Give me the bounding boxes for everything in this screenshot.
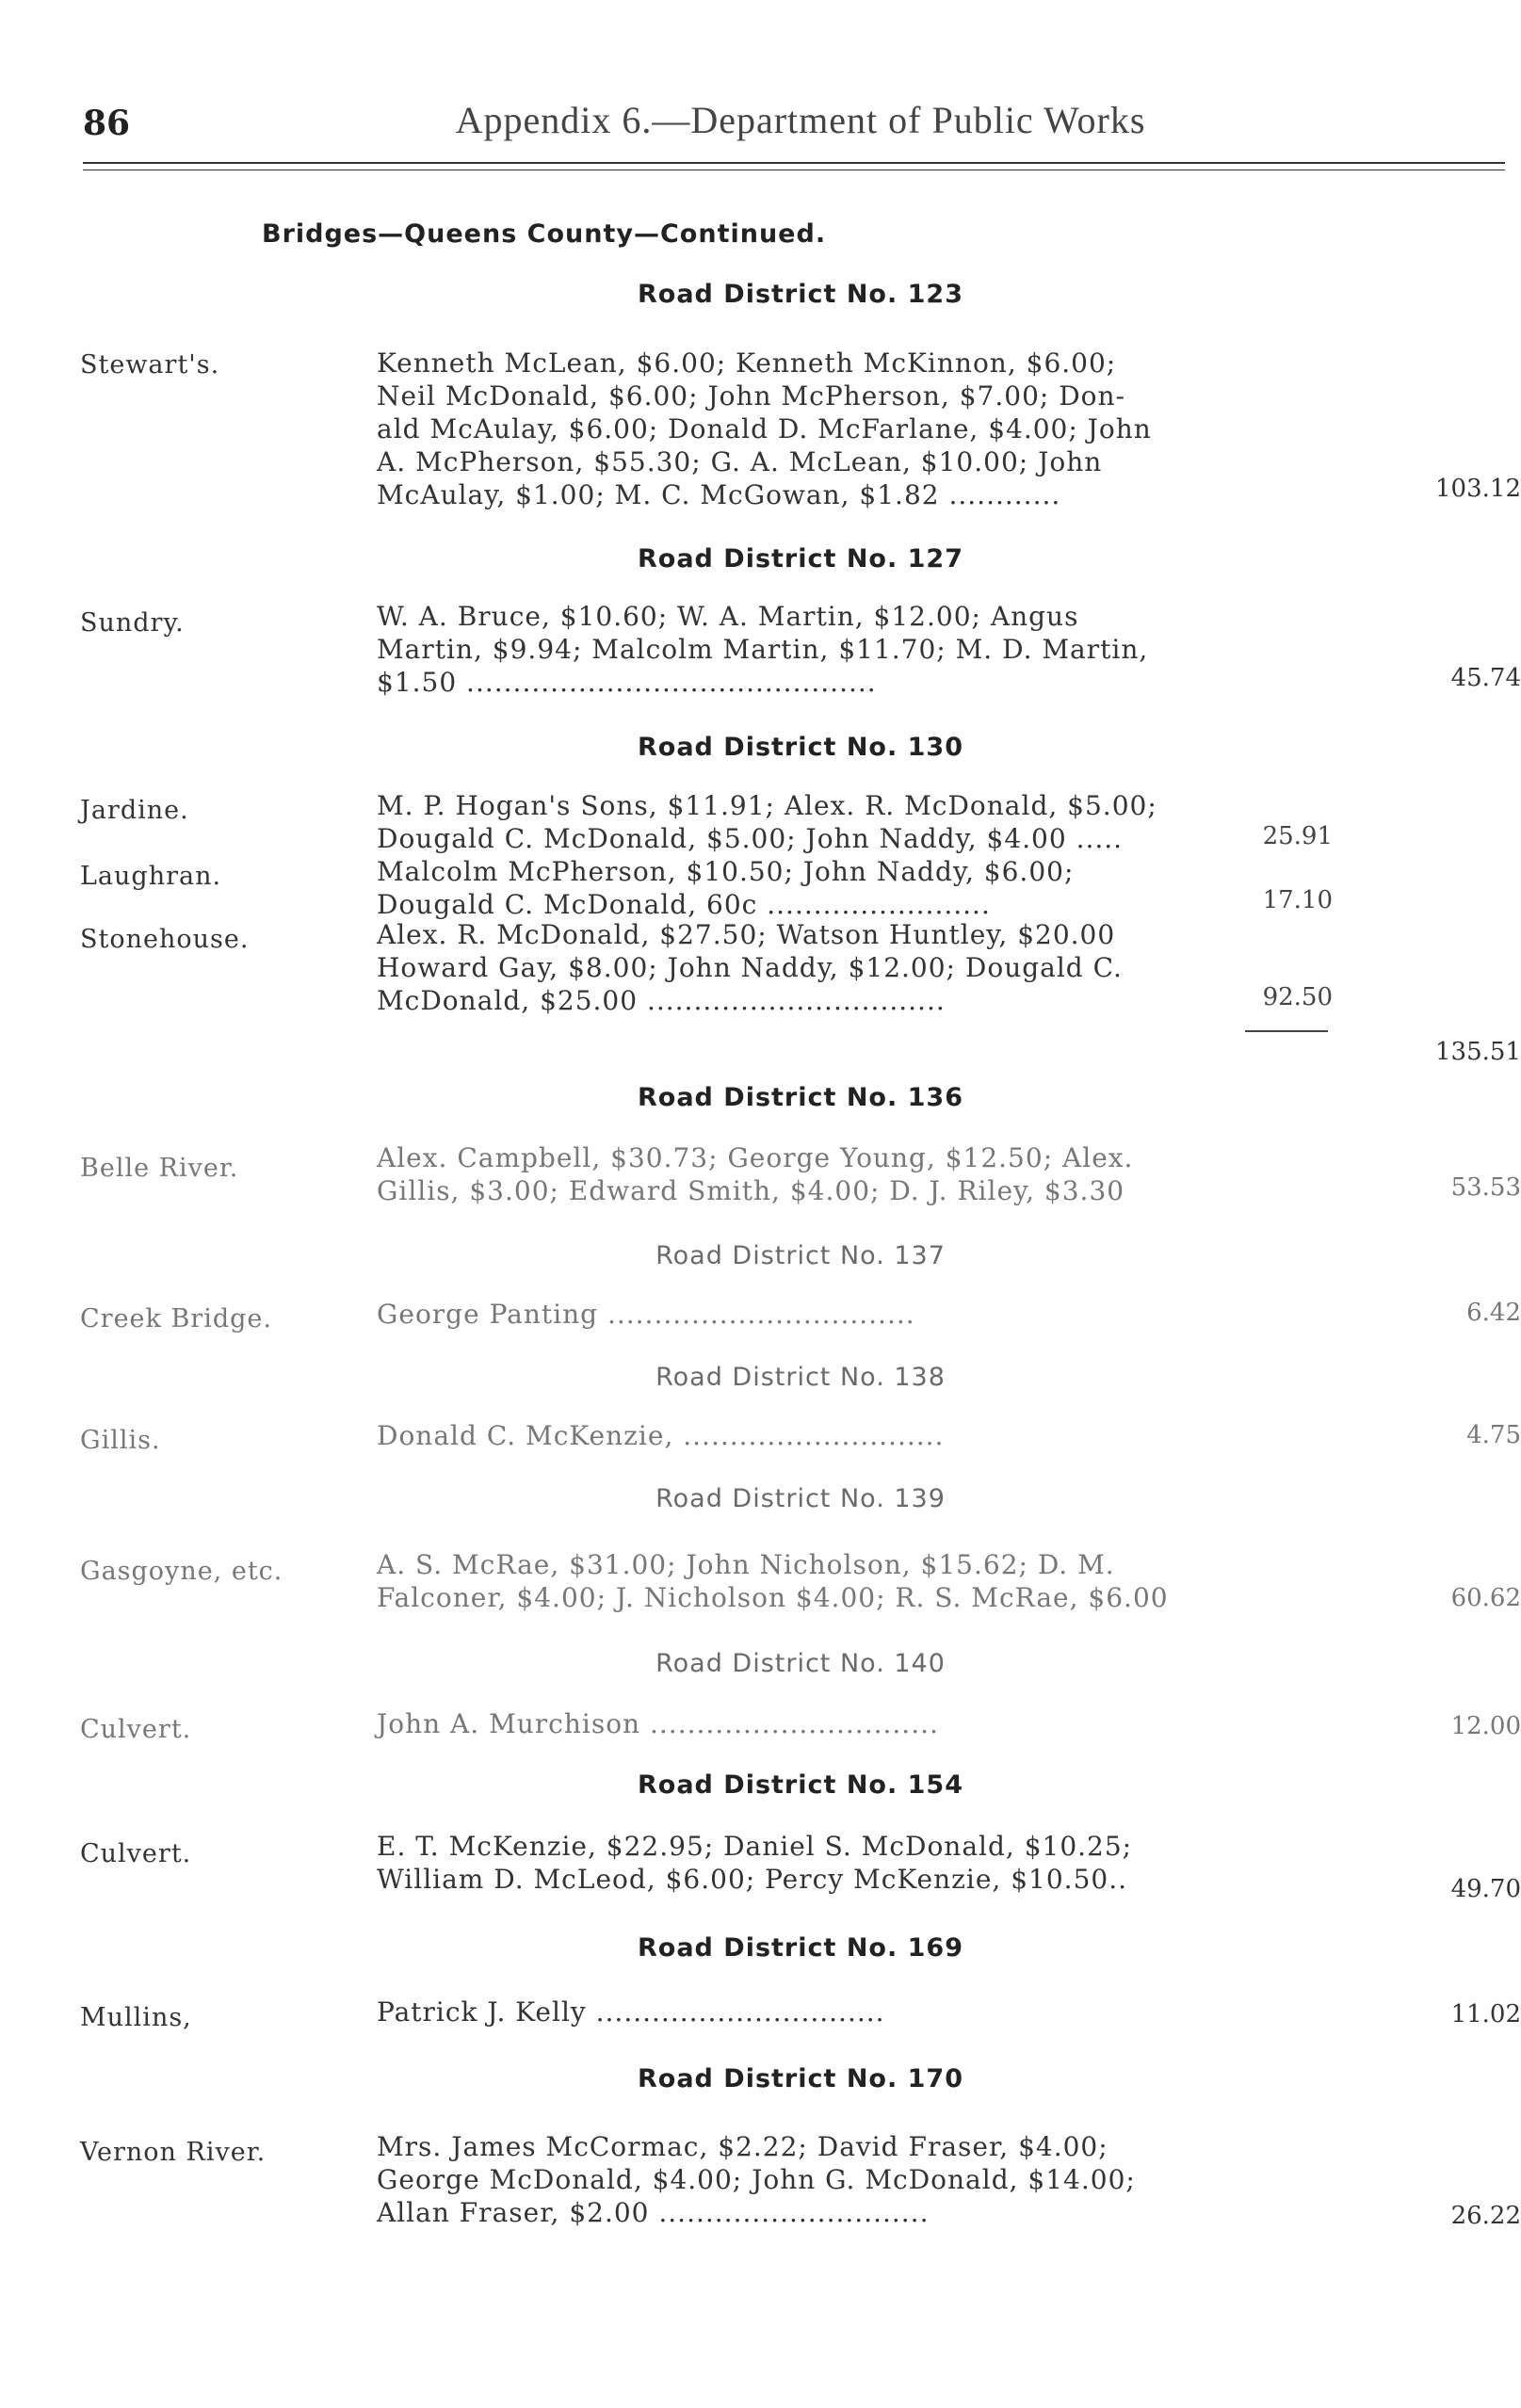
entry-description [377, 789, 1229, 855]
district-total: 11.02 [1450, 2000, 1521, 2028]
entry-line: Alex. R. McDonald, $27.50; Watson Huntley, $20.00 [377, 919, 1116, 950]
entry-line: Gillis, $3.00; Edward Smith, $4.00; D. J. Riley, $3.30 [377, 1175, 1125, 1206]
place-name: Laughran. [80, 862, 222, 891]
district-heading: Road District No. 130 [638, 733, 963, 762]
place-name: Creek Bridge. [80, 1304, 272, 1333]
entry-line: John A. Murchison ............................... [377, 1708, 939, 1739]
entry-line: William D. McLeod, $6.00; Percy McKenzie, $10.50.. [377, 1864, 1128, 1895]
entry-line: Kenneth McLean, $6.00; Kenneth McKinnon, $6.00; [377, 347, 1117, 379]
entry-line: W. A. Bruce, $10.60; W. A. Martin, $12.00; Angus [377, 601, 1079, 632]
entry-line: Allan Fraser, $2.00 ............................. [377, 2197, 930, 2228]
entry-description [377, 1707, 1229, 1740]
district-total: 26.22 [1450, 2202, 1521, 2230]
entry-description [377, 600, 1229, 699]
district-heading: Road District No. 170 [638, 2064, 963, 2093]
entry-subtotal: 25.91 [1262, 822, 1333, 850]
entry-line: A. S. McRae, $31.00; John Nicholson, $15.62; D. M. [377, 1549, 1115, 1580]
entry-description [377, 2130, 1229, 2229]
entry-line: Patrick J. Kelly ............................... [377, 1996, 885, 2028]
entry-line: Martin, $9.94; Malcolm Martin, $11.70; M. D. Martin, [377, 634, 1149, 665]
place-name: Stonehouse. [80, 925, 250, 954]
entry-description [377, 855, 1229, 921]
entry-subtotal: 17.10 [1262, 886, 1333, 914]
entry-line: Dougald C. McDonald, $5.00; John Naddy, $4.00 ..... [377, 823, 1124, 854]
entry-description [377, 1548, 1229, 1614]
district-heading: Road District No. 137 [655, 1241, 946, 1270]
entry-line: Donald C. McKenzie, ............................ [377, 1420, 945, 1451]
entry-line: George McDonald, $4.00; John G. McDonald, $14.00; [377, 2164, 1136, 2195]
entry-line: A. McPherson, $55.30; G. A. McLean, $10.00; John [377, 446, 1103, 477]
district-total: 6.42 [1466, 1299, 1521, 1327]
place-name: Stewart's. [80, 350, 220, 380]
district-total: 135.51 [1435, 1038, 1521, 1066]
district-heading: Road District No. 138 [655, 1363, 946, 1392]
running-head: Appendix 6.—Department of Public Works [455, 99, 1146, 141]
entry-line: Malcolm McPherson, $10.50; John Naddy, $6.00; [377, 856, 1075, 887]
district-total: 103.12 [1435, 475, 1521, 503]
district-total: 60.62 [1450, 1584, 1521, 1612]
page-number: 86 [83, 104, 131, 143]
district-heading: Road District No. 136 [638, 1083, 963, 1112]
place-name: Gasgoyne, etc. [80, 1557, 283, 1586]
place-name: Jardine. [80, 796, 189, 825]
district-total: 53.53 [1450, 1173, 1521, 1202]
district-heading: Road District No. 169 [638, 1933, 963, 1963]
entry-subtotal: 92.50 [1262, 983, 1333, 1011]
entry-description [377, 1298, 1229, 1331]
entry-line: Howard Gay, $8.00; John Naddy, $12.00; Dougald C. [377, 952, 1123, 983]
entry-line: Dougald C. McDonald, 60c ........................ [377, 889, 991, 920]
entry-line: Falconer, $4.00; J. Nicholson $4.00; R. S. McRae, $6.00 [377, 1582, 1169, 1613]
place-name: Culvert. [80, 1839, 192, 1868]
district-heading: Road District No. 123 [638, 280, 963, 309]
entry-line: ald McAulay, $6.00; Donald D. McFarlane, $4.00; John [377, 413, 1152, 444]
entry-description [377, 918, 1229, 1017]
entry-line: George Panting ................................. [377, 1299, 915, 1330]
district-heading: Road District No. 139 [655, 1484, 946, 1513]
entry-description [377, 1141, 1229, 1207]
district-total: 49.70 [1450, 1875, 1521, 1903]
entry-line: Neil McDonald, $6.00; John McPherson, $7.00; Don- [377, 380, 1126, 412]
entry-description [377, 1996, 1229, 2028]
entry-description [377, 1830, 1229, 1896]
entry-line: Alex. Campbell, $30.73; George Young, $12.50; Alex. [377, 1142, 1134, 1173]
entry-line: E. T. McKenzie, $22.95; Daniel S. McDonald, $10.25; [377, 1831, 1133, 1862]
district-total: 45.74 [1450, 664, 1521, 692]
entry-description [377, 1419, 1229, 1452]
place-name: Belle River. [80, 1154, 239, 1183]
entry-description [377, 347, 1229, 511]
place-name: Sundry. [80, 608, 185, 638]
district-heading: Road District No. 140 [655, 1649, 946, 1678]
place-name: Vernon River. [80, 2138, 267, 2167]
entry-line: McDonald, $25.00 ................................ [377, 985, 946, 1016]
entry-line: $1.50 ............................................ [377, 667, 877, 698]
subtotal-rule [1245, 1030, 1328, 1032]
section-title: Bridges—Queens County—Continued. [262, 219, 827, 249]
district-total: 12.00 [1450, 1712, 1521, 1740]
place-name: Gillis. [80, 1426, 161, 1455]
place-name: Mullins, [80, 2003, 192, 2032]
district-heading: Road District No. 127 [638, 544, 963, 574]
entry-line: Mrs. James McCormac, $2.22; David Fraser, $4.00; [377, 2131, 1108, 2162]
district-heading: Road District No. 154 [638, 1770, 963, 1800]
header-rule [83, 162, 1505, 164]
entry-line: McAulay, $1.00; M. C. McGowan, $1.82 ............ [377, 479, 1061, 510]
place-name: Culvert. [80, 1715, 192, 1744]
district-total: 4.75 [1466, 1421, 1521, 1449]
entry-line: M. P. Hogan's Sons, $11.91; Alex. R. McDonald, $5.00; [377, 790, 1157, 821]
